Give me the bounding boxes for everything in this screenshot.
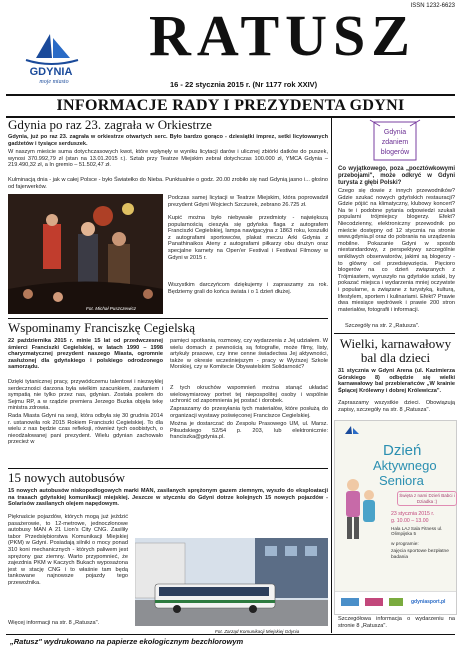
footer-rule [6,634,455,635]
sidebar1-headline: Co wyjątkowego, poza „pocztówkowymi przebojami", może odkryć w Gdyni turysta z głębi Polski? [338,166,455,186]
bloggers-badge [360,118,430,163]
poster-title-line1: Dzień [383,442,422,459]
sidebar2-headline: Wielki, karnawałowy bal dla dzieci [339,336,452,365]
article2-p4: Z tych okruchów wspomnień można stanąć układać wielowymiarowy portret tej niepospolitej osoby i wspólnie uchronić od zapomnienia jej postać i dorobek. [170,385,328,405]
article3-p1: Pięknaście pojazdów, których mogą już jeździć pasażerowie, to 12-metrowe, jednoczłonowe autobusy MAN A 21 Lion's City CNG. Zasiliły tabor Przedsiębiorstwa Komunikacji Miejskiej (PKM) w Gdyni. Posiadają silniki o mocy ponad 310 koni mechanicznych - których paliwem jest sprężony gaz ziemny. Warto przypomnieć, że zajezdnia PKM w Kaczych Bukach wyposażona jest w stację CNG i to właśnie tam będą tankowane najnowsze pojazdy tego przewoźnika. [8,514,128,586]
column-divider [331,118,332,633]
article1-p4: Kupić można było niebywałe przedmioty - największą popularnością cieszyła się gdyńska flaga z autografem Franciszki Cegielskiej, lampa nawigacyjna z 1863 roku, koszulki z autografami sportowców, plakat meczu Arki Gdynia z Panathinaikos Ateny z autografami piłkarzy obu drużyn oraz specjalne karnety na Open'er Festival i Festiwal Filmowy w Gdyni w 2015 r. [168,215,328,261]
sidebar3-body: Szczegółowa informacja o wydarzeniu na stronie 8 „Ratusza". [338,616,455,629]
sidebar1-body: Czego się dowie z innych przewodników? Gdzie szukać nowych gdyńskich restauracji? Gdzie pójść na klimatyczny, klubowy koncert? Na te i podobne pytania odpowiedzi szukali popularni trójmiejscy blogerzy. Efekt? Niecodzienny, elektroniczny przewodnik po mieście dostępny od 12 stycznia na stronie www.gdynia.pl oraz do pobrania na urządzenia mobilne. Pokazanie Gdyni w sposób niestandardowy, z perspektywy szczególnie wnikliwych obserwatorów, jakimi są blogerzy - to główny cel przedsięwzięcia. Pięciorо blogerów na co dzień związanych z Trójmiastem, wyruszyło na gdyńskie szlaki, by pokazać miejsca i wydarzenia mniej oczywiste i popularne, a związane z turystyką, kulturą, lifestylem, sportem i kulinariami. Efekt? Prawie dwa miesiące wędrówek i prawie 200 stron materiałów, fotografii i informacji. [338,188,455,313]
svg-text:zdaniem: zdaniem [381,139,409,146]
article1-p1: W naszym mieście suma dotychczasowych kwot, które wpłynęły w wyniku licytacji darów i ulicznej zbiórki datków do puszek, wynosi 370.992,79 zł (stan na 13.01.2015 r.). Sztab przy Teatrze Miejskim zebrał dotychczas 100.000 zł, YMCA Gdynia – 219.490,32 zł, a In gremio – 51.502,47 zł. [8,149,328,169]
article2-p3: pamięci spotkania, rozmowy, czy wydarzenia z Jej udziałem. W wielu domach z pewnością są fotografie, może filmy, listy, artykuły prasowe, czy inne cenne świadectwa Jej aktywności, także w okresie wcześniejszym - pracy w Wyższej Szkole Morskiej, czy w Komitecie Obywatelskim Solidarność? [170,338,328,371]
article1-photo-caption: Fot. Michał Puszczewicz [86,306,137,311]
logo-subtext: moje miasto [39,79,69,85]
article2-headline: Wspominamy Franciszkę Cegielską [8,320,196,335]
article2-p2: Rada Miasta Gdyni na sesji, która odbyła się 30 grudnia 2014 r. ustanowiła rok 2015 Rokiem Franciszki Cegielskiej. To dla wielu z nas będzie czas refleksji, również tych osobistych, o nieodżałowanej pani prezydent. Wielu gdynian zachowało przecież w [8,413,163,446]
poster-program-label: w programie: [391,542,419,547]
article1-lead: Gdynia, już po raz 23. zagrała w orkiestrze otwartych serc. Było bardzo gorąco - dziesiątki imprez, setki licytowanych gadżetów i tysiące serduszek. [8,134,328,147]
sidebar2-body: Zapraszamy wszystkie dzieci. Obowiązują zapisy, szczegóły na str. 8 „Ratusza". [338,400,455,413]
issue-dateline: 16 - 22 stycznia 2015 r. (Nr 1177 rok XXIV) [170,80,318,89]
sponsor-logo [341,598,359,606]
senior-day-poster [334,420,457,615]
article1-headline: Gdynia po raz 23. zagrała w Orkiestrze [8,117,212,132]
divider [334,333,455,334]
article1-p3: Podczas samej licytacji w Teatrze Miejskim, która poprowadził prezydent Gdyni Wojciech Szczurek, zebrano 26.725 zł. [168,195,328,208]
article3-headline: 15 nowych autobusów [8,470,125,485]
svg-text:Gdynia: Gdynia [383,129,407,136]
poster-badge: Święta z nami Dzień Babci i Dziadka :) [397,491,457,506]
logo-text: GDYNIA [29,66,73,78]
poster-program: zajęcia sportowe bezpłatne badania [391,549,449,560]
article2-p6: Można je dostarczać do Zespołu Prasowego UM, ul. Marsz. Piłsudskiego 52/54 p. 203, lub elektronicznie: franciszka@gdynia.pl. [170,421,328,441]
issn-label: ISSN 1232-6623 [410,3,455,9]
divider [8,318,328,319]
article3-photo-caption: Fot. Zarząd Komunikacji Miejskiej Gdynia [215,629,300,634]
article2-p5: Zapraszamy do przesyłania tych materiałów, które posłużą do organizacji wystawy poświęconej Franciszce Cegielskiej. [170,406,328,419]
seniors-illustration [341,475,377,560]
divider [8,468,328,469]
orchestra-photo [8,194,163,314]
section-banner: INFORMACJE RADY I PREZYDENTA GDYNI [6,94,455,118]
article3-lead: 15 nowych autobusów niskopodłogowych marki MAN, zasilanych sprężonym gazem ziemnym, wyszło do eksploatacji na trasach gdyńskiej komunikacji miejskiej. Jeszcze w styczniu do Gdyni dotrze kolejnych 15 nowych pojazdów - Solarisów zasilanych olejem napędowym. [8,488,328,508]
sidebar1-more: Szczegóły na str. 2 „Ratusza". [345,323,420,329]
footer-note: „Ratusz" wydrukowano na papierze ekologicznym bezchlorowym [10,637,244,646]
article1-p2: Kulminacją dnia - jak w całej Polsce - było Światełko do Nieba. Punktualnie o godz. 20.00 zrobiło się nad Gdynią jasno i... głośno od fajerwerków. [8,177,328,190]
masthead-title: RATUSZ [149,3,416,68]
poster-footer: gdyniasport.pl [411,599,446,605]
gdynia-small-logo [341,425,363,444]
article1-p5: Wszystkim darczyńcom dziękujemy i zapraszamy za rok. Będziemy grali do końca świata i o 1 dzień dłużej. [168,282,328,295]
svg-text:blogerów: blogerów [380,149,410,156]
bus-photo [135,538,328,626]
poster-title-line2: Aktywnego [373,458,437,473]
sidebar2-lead: 31 stycznia w Gdyni Arena (ul. Kazimierza Górskiego 8) odbędzie się wielki karnawałowy bal przebierańców „W krainie Śpiącej Królewny i dobrej Królewicza". [338,368,455,394]
sponsor-logo [365,598,383,606]
article2-p1: Dzięki tytanicznej pracy, przywódczemu talentowi i niezwykłej serdeczności darzona była wielkim szacunkiem, zaufaniem i sympatią nie tylko przez nas, gdynian. Została posłem do Sejmu RP, a w rządzie premiera Jerzego Buzka objęła tekę ministra zdrowia. [8,379,163,412]
poster-place: Hala LAJ Sala Fitness ul. Olimpijska 5 [391,526,443,537]
article2-lead: 22 października 2015 r. minie 15 lat od przedwczesnej śmierci Franciszki Cegielskiej, w latach 1990 – 1998 charyzmatycznej prezydent naszego Miasta, ogromnie zasłużonej dla gdyńskiego i polskiego odrodzonego samorządu. [8,338,163,371]
poster-sponsor-strip [335,591,456,614]
gdynia-logo [16,28,86,86]
poster-time: g. 10.00 – 13.00 [391,518,429,524]
sponsor-logo [389,598,403,606]
poster-date: 23 stycznia 2015 r. [391,511,435,517]
article3-more: Więcej informacji na str. 8 „Ratusza". [8,620,100,626]
poster-title-line3: Seniora [379,473,424,488]
